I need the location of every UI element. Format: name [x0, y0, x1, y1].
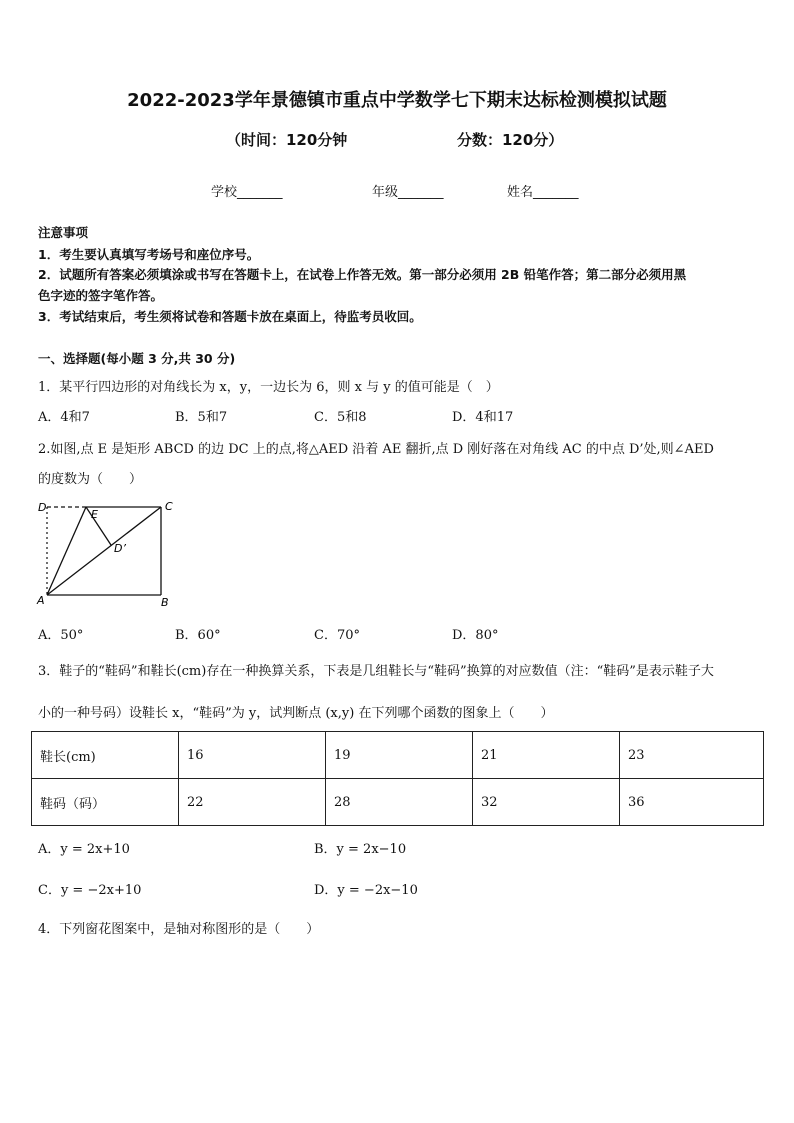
exam-title: 2022-2023学年景德镇市重点中学数学七下期末达标检测模拟试题: [127, 90, 667, 111]
table-cell: 22: [179, 779, 326, 826]
q3-option-c: C．y = −2x+10: [38, 883, 142, 898]
notice-item-2: 2．试题所有答案必须填涂或书写在答题卡上，在试卷上作答无效。第一部分必须用 2B 铅笔作答；第二部分必须用黑: [38, 267, 687, 282]
q3-option-d: D．y = −2x−10: [314, 883, 418, 898]
label-b: B: [161, 596, 169, 609]
q2-option-c: C．70°: [314, 628, 360, 643]
exam-time: （时间：120分钟: [226, 131, 348, 149]
q1-option-a: A．4和7: [38, 410, 90, 425]
section-heading: 一、选择题(每小题 3 分,共 30 分): [38, 351, 236, 366]
notice-item-1: 1．考生要认真填写考场号和座位序号。: [38, 247, 260, 262]
label-d: D: [38, 501, 47, 514]
notice-item-2-cont: 色字迹的签字笔作答。: [38, 288, 164, 303]
rectangle-figure: [34, 498, 184, 610]
q3-option-a: A．y = 2x+10: [38, 842, 130, 857]
table-cell: 19: [326, 732, 473, 779]
question-2-stem: 2.如图,点 E 是矩形 ABCD 的边 DC 上的点,将△AED 沿着 AE 翻折,点 D 刚好落在对角线 AC 的中点 D’处,则∠AED: [38, 442, 714, 457]
q2-option-d: D．80°: [452, 628, 499, 643]
label-c: C: [165, 500, 173, 513]
table-row: [32, 779, 764, 826]
question-3-stem: 3．鞋子的“鞋码”和鞋长(cm)存在一种换算关系，下表是几组鞋长与“鞋码”换算的对应数值（注：“鞋码”是表示鞋子大: [38, 664, 714, 679]
q3-option-b: B．y = 2x−10: [314, 842, 407, 857]
label-a: A: [37, 594, 45, 607]
q2-option-b: B．60°: [175, 628, 221, 643]
q1-option-b: B．5和7: [175, 410, 228, 425]
table-cell: 16: [179, 732, 326, 779]
table-cell: 32: [473, 779, 620, 826]
question-2-stem-cont: 的度数为（ ）: [38, 472, 143, 487]
q1-option-d: D．4和17: [452, 410, 514, 425]
label-e: E: [91, 508, 98, 521]
table-cell: 21: [473, 732, 620, 779]
table-cell: 鞋码（码）: [32, 779, 179, 826]
notice-item-3: 3．考试结束后，考生须将试卷和答题卡放在桌面上，待监考员收回。: [38, 309, 422, 324]
table-cell: 28: [326, 779, 473, 826]
notice-title: 注意事项: [38, 225, 89, 240]
table-cell: 鞋长(cm): [32, 732, 179, 779]
table-cell: 23: [620, 732, 764, 779]
question-3-stem-cont: 小的一种号码）设鞋长 x，“鞋码”为 y，试判断点 (x,y) 在下列哪个函数的图象上（ ）: [38, 706, 554, 721]
question-4-stem: 4．下列窗花图案中，是轴对称图形的是（ ）: [38, 922, 320, 937]
shoe-size-table: [31, 731, 764, 826]
table-cell: 36: [620, 779, 764, 826]
question-1-stem: 1．某平行四边形的对角线长为 x，y，一边长为 6，则 x 与 y 的值可能是（ ）: [38, 380, 499, 395]
q2-option-a: A．50°: [38, 628, 84, 643]
exam-score: 分数：120分）: [457, 131, 564, 149]
name-field: 姓名_______: [507, 185, 579, 200]
grade-field: 年级_______: [372, 185, 444, 200]
table-row: [32, 732, 764, 779]
school-field: 学校_______: [211, 185, 283, 200]
q1-option-c: C．5和8: [314, 410, 367, 425]
label-d-prime: D’: [114, 542, 126, 555]
